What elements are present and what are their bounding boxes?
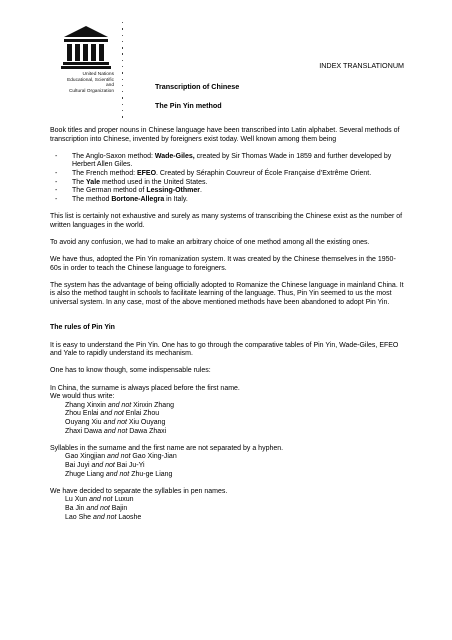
example-row: Bai Juyi and not Bai Ju-Yi xyxy=(65,461,145,469)
list-item: - The Anglo-Saxon method: Wade-Giles, created by Sir Thomas Wade in 1859 and further developed by Herbert Allen Giles. xyxy=(50,153,406,170)
example-row: Gao Xingjian and not Gao Xing-Jian xyxy=(65,453,177,461)
example-row: Ouyang Xiu and not Xiu Ouyang xyxy=(65,419,166,426)
document-body xyxy=(50,127,406,531)
paragraph: One has to know though, some indispensable rules: xyxy=(50,367,211,375)
list-item: - The German method of Lessing-Othmer. xyxy=(50,187,406,196)
intro-paragraph: Book titles and proper nouns in Chinese language have been transcribed into Latin alphabet. Several methods of transcription into Chinese, invented by foreigners exist today. Well known among them being xyxy=(50,127,400,143)
header-index-title: INDEX TRANSLATIONUM xyxy=(319,61,404,70)
example-row: Zhaxi Dawa and not Dawa Zhaxi xyxy=(65,427,167,435)
example-row: Lu Xun and not Luxun xyxy=(65,496,134,504)
example-row: Zhou Enlai and not Enlai Zhou xyxy=(65,410,160,418)
pen-name-rule: We have decided to separate the syllables in pen names. Lu Xun and not Luxun Ba Jin and not Bajin Lao She and not Laoshe xyxy=(50,488,406,522)
list-item: - The Yale method used in the United States. xyxy=(50,179,406,188)
rules-heading: The rules of Pin Yin xyxy=(50,324,115,332)
paragraph: To avoid any confusion, we had to make an arbitrary choice of one method among all the existing ones. xyxy=(50,238,370,246)
doc-subtitle: The Pin Yin method xyxy=(155,101,222,110)
unesco-logo xyxy=(58,24,130,94)
doc-title: Transcription of Chinese xyxy=(155,82,240,91)
list-item: - The method Bortone-Allegra in Italy. xyxy=(50,196,406,205)
paragraph: The system has the advantage of being officially adopted to Romanize the Chinese language in mainland China. It is also the method taught in schools to facilitate learning of the language. Thus, Pin Yin seemed to us the most universal system. In any case, most of the above mentioned methods have been abandoned to adopt Pin Yin. xyxy=(50,281,404,306)
methods-list xyxy=(50,153,406,205)
paragraph: We have thus, adopted the Pin Yin romanization system. It was created by the Chinese themselves in the 1950-60s in order to teach the Chinese language to foreigners. xyxy=(50,255,396,272)
surname-rule: In China, the surname is always placed before the first name. We would thus write: Zhang Xinxin and not Xinxin Zhang Zhou Enlai and not Enlai Zhou Ouyang Xiu and not Xiu Ouyang Zhaxi Dawa and not Dawa Zhaxi xyxy=(50,385,406,437)
example-row: Ba Jin and not Bajin xyxy=(65,504,128,512)
list-item: - The French method: EFEO. Created by Séraphin Couvreur of École Française d’Extrême Orient. xyxy=(50,170,406,179)
dotted-separator xyxy=(122,22,124,123)
logo-text: United Nations Educational, Scientific and Cultural Organization xyxy=(67,72,114,94)
paragraph: This list is certainly not exhaustive and surely as many systems of transcribing the Chinese exist as the number of written languages in the world. xyxy=(50,212,403,229)
example-row: Zhang Xinxin and not Xinxin Zhang xyxy=(65,401,174,409)
example-row: Zhuge Liang and not Zhu-ge Liang xyxy=(65,470,173,478)
unesco-temple-icon xyxy=(58,24,114,70)
paragraph: It is easy to understand the Pin Yin. One has to go through the comparative tables of Pin Yin, Wade-Giles, EFEO and Yale to rapidly understand its mechanism. xyxy=(50,341,399,358)
example-row: Lao She and not Laoshe xyxy=(65,513,142,521)
hyphen-rule: Syllables in the surname and the first name are not separated by a hyphen. Gao Xingjian and not Gao Xing-Jian Bai Juyi and not Bai Ju-Yi Zhuge Liang and not Zhu-ge Liang xyxy=(50,445,406,479)
